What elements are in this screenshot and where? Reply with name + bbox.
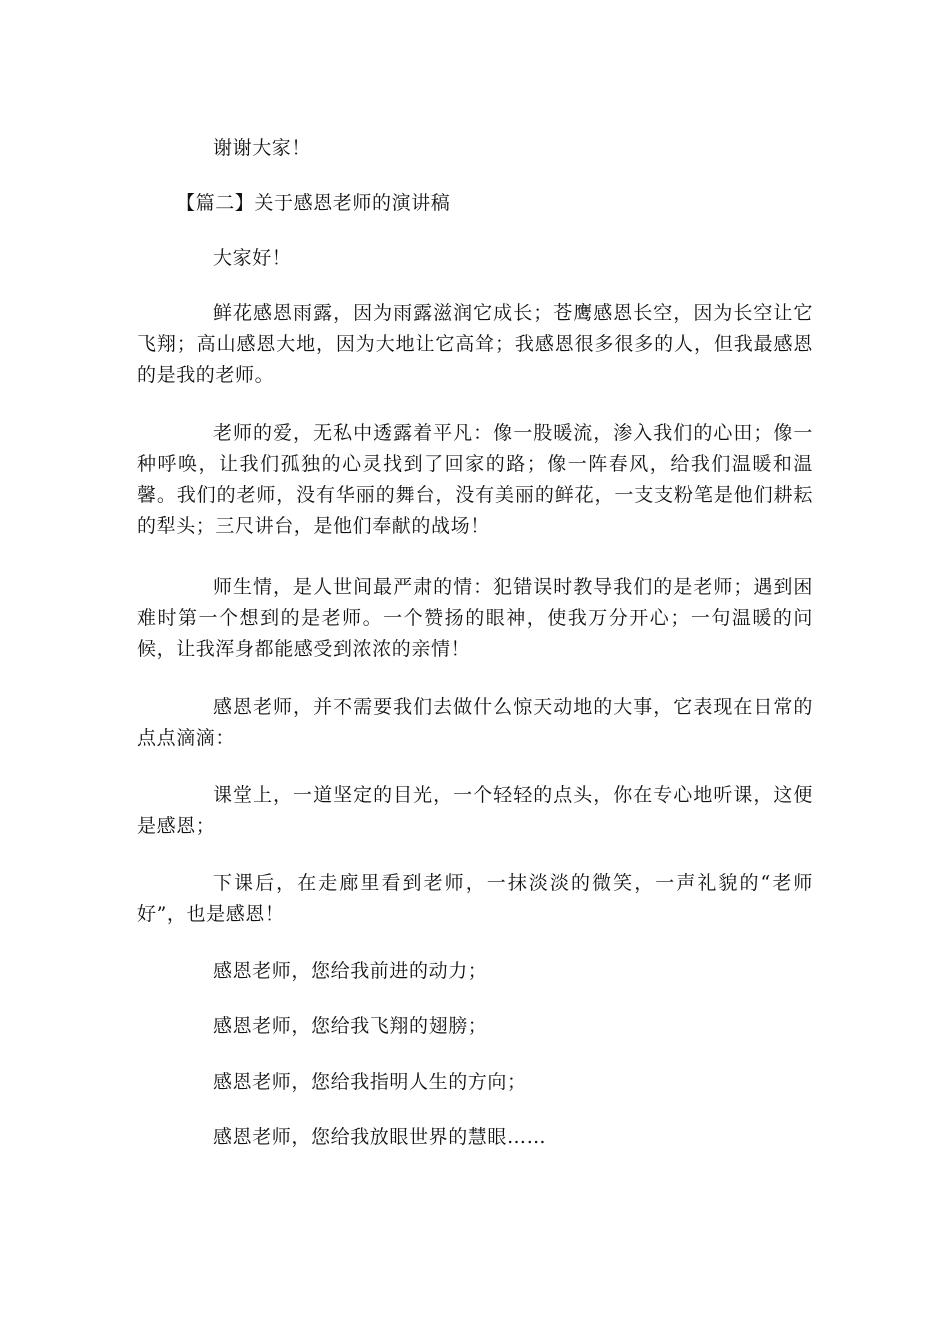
paragraph-1: 鲜花感恩雨露，因为雨露滋润它成长；苍鹰感恩长空，因为长空让它飞翔；高山感恩大地，因为大地让它高耸；我感恩很多很多的人，但我最感恩的是我的老师。 — [137, 302, 813, 386]
paragraph-5: 课堂上，一道坚定的目光，一个轻轻的点头，你在专心地听课，这便是感恩； — [137, 784, 813, 837]
paragraph-8: 感恩老师，您给我飞翔的翅膀； — [213, 1015, 488, 1037]
paragraph-6: 下课后，在走廊里看到老师，一抹淡淡的微笑，一声礼貌的“老师好”，也是感恩！ — [137, 872, 813, 925]
paragraph-4: 感恩老师，并不需要我们去做什么惊天动地的大事，它表现在日常的点点滴滴： — [137, 696, 813, 749]
section-title: 【篇二】关于感恩老师的演讲稿 — [176, 192, 451, 214]
paragraph-10: 感恩老师，您给我放眼世界的慧眼…… — [213, 1126, 547, 1148]
paragraph-3: 师生情，是人世间最严肃的情：犯错误时教导我们的是老师；遇到困难时第一个想到的是老师。一个赞扬的眼神，使我万分开心；一句温暖的问候，让我浑身都能感受到浓浓的亲情！ — [137, 576, 813, 660]
greeting: 大家好！ — [213, 247, 292, 269]
paragraph-9: 感恩老师，您给我指明人生的方向； — [213, 1071, 527, 1093]
paragraph-2: 老师的爱，无私中透露着平凡：像一股暖流，渗入我们的心田；像一种呼唤，让我们孤独的心灵找到了回家的路；像一阵春风，给我们温暖和温馨。我们的老师，没有华丽的舞台，没有美丽的鲜花，一支支粉笔是他们耕耘的犁头；三尺讲台，是他们奉献的战场！ — [137, 422, 813, 537]
paragraph-7: 感恩老师，您给我前进的动力； — [213, 960, 488, 982]
closing-thanks: 谢谢大家！ — [213, 137, 312, 159]
